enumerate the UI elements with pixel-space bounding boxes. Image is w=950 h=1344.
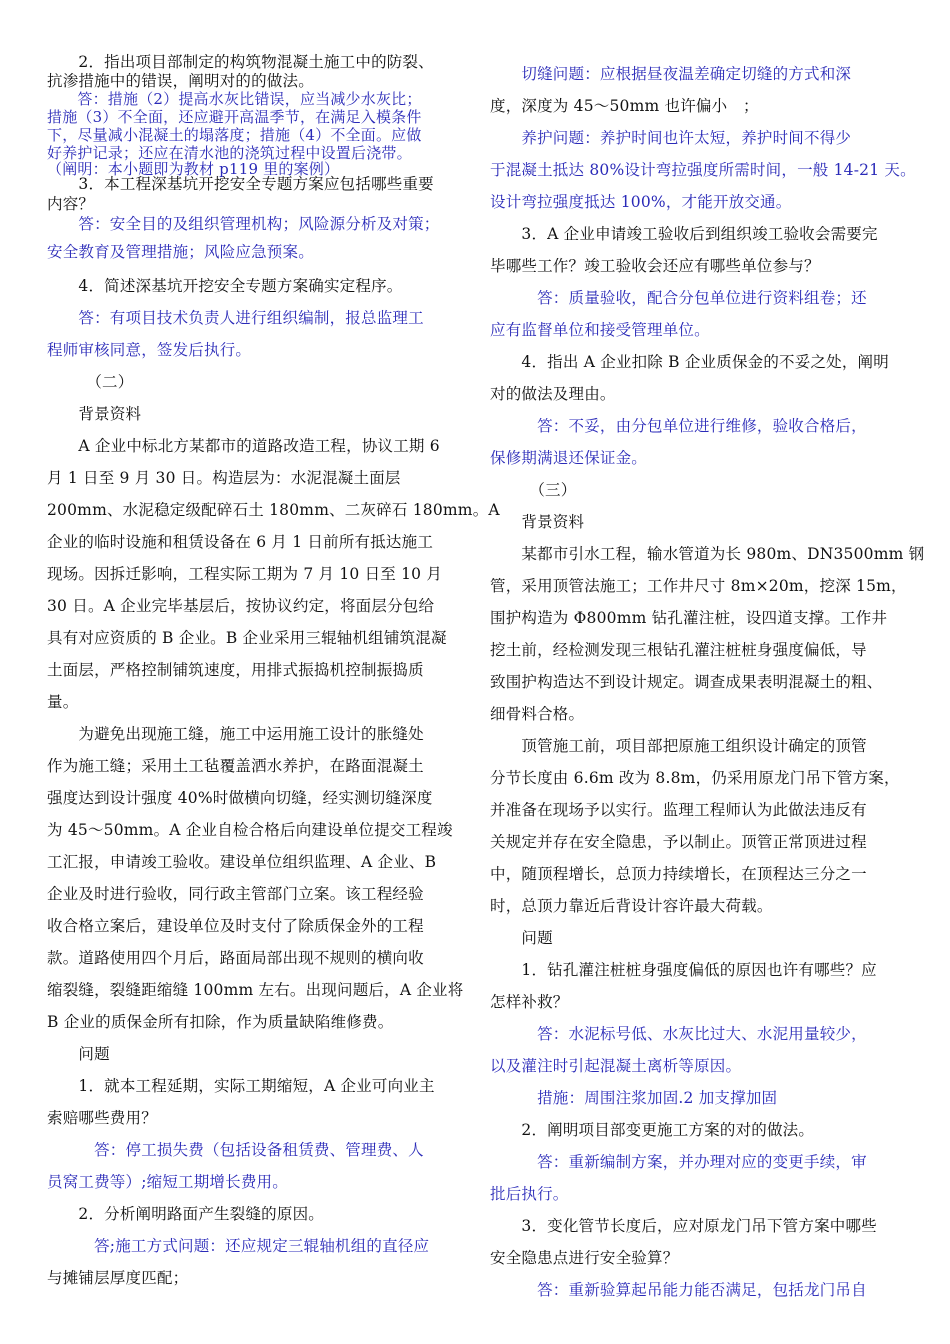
background-paragraph: 挖土前，经检测发现三根钻孔灌注桩桩身强度偏低，导 [490, 641, 867, 659]
background-paragraph: 工汇报，申请竣工验收。建设单位组织监理、A 企业、B [47, 853, 437, 871]
section-heading-2: （二） [47, 373, 134, 391]
background-paragraph: 分节长度由 6.6m 改为 8.8m，仍采用原龙门吊下管方案， [490, 769, 900, 787]
background-paragraph: A 企业中标北方某都市的道路改造工程，协议工期 6 [47, 437, 440, 455]
answer-2: 好养护记录；还应在清水池的浇筑过程中设置后浇带。 [47, 144, 412, 162]
background-paragraph: 管，采用顶管法施工；工作井尺寸 8m×20m，挖深 15m， [490, 577, 907, 595]
answer-2: 下，尽量减小混凝土的塌落度；措施（4）不全面。应做 [47, 126, 422, 144]
background-paragraph: 某都市引水工程，输水管道为长 980m、DN3500mm 钢 [490, 545, 925, 563]
answer-2: 答：措施（2）提高水灰比错误，应当减少水灰比； [47, 90, 422, 108]
background-paragraph: 量。 [47, 693, 79, 711]
background-paragraph: 款。道路使用四个月后，路面局部出现不规则的横向收 [47, 949, 424, 967]
question-3: 3．变化管节长度后，应对原龙门吊下管方案中哪些 [490, 1217, 877, 1235]
answer-1: 以及灌注时引起混凝土离析等原因。 [490, 1057, 742, 1075]
answer-2-note: （阐明：本小题即为教材 p119 里的案例） [47, 160, 340, 178]
background-paragraph: 致围护构造达不到设计规定。调查成果表明混凝土的粗、 [490, 673, 883, 691]
background-paragraph: 现场。因拆迁影响，工程实际工期为 7 月 10 日至 10 月 [47, 565, 443, 583]
section-heading-3: （三） [490, 481, 577, 499]
answer-2-construction: 答;施工方式问题：还应规定三辊轴机组的直径应 [47, 1237, 430, 1255]
background-heading: 背景资料 [47, 405, 142, 423]
background-paragraph: 为 45～50mm。A 企业自检合格后向建设单位提交工程竣 [47, 821, 453, 839]
background-paragraph: 为避免出现施工缝，施工中运用施工设计的胀缝处 [47, 725, 424, 743]
curing-issue: 养护问题：养护时间也许太短，养护时间不得少 [490, 129, 852, 147]
question-4: 4．指出 A 企业扣除 B 企业质保金的不妥之处，阐明 [490, 353, 889, 371]
background-paragraph: 围护构造为 Φ800mm 钻孔灌注桩，设四道支撑。工作井 [490, 609, 888, 627]
background-paragraph: 收合格立案后，建设单位及时支付了除质保金外的工程 [47, 917, 424, 935]
answer-2: 答：重新编制方案，并办理对应的变更手续，审 [490, 1153, 867, 1171]
question-1: 1．钻孔灌注桩桩身强度偏低的原因也许有哪些？应 [490, 961, 877, 979]
answer-2: 措施（3）不全面，还应避开高温季节，在满足入模条件 [47, 108, 422, 126]
question-3: 毕哪些工作？竣工验收会还应有哪些单位参与？ [490, 257, 820, 275]
question-2-title: 2．指出项目部制定的构筑物混凝土施工中的防裂、 [47, 53, 434, 71]
background-paragraph: 月 1 日至 9 月 30 日。构造层为：水泥混凝土面层 [47, 469, 401, 487]
answer-4: 程师审核同意，签发后执行。 [47, 341, 252, 359]
background-heading: 背景资料 [490, 513, 585, 531]
questions-heading: 问题 [47, 1045, 110, 1063]
background-paragraph: 中，随顶程增长，总顶力持续增长，在顶程达三分之一 [490, 865, 867, 883]
answer-2: 批后执行。 [490, 1185, 569, 1203]
background-paragraph: 30 日。A 企业完毕基层后，按协议约定，将面层分包给 [47, 597, 435, 615]
background-paragraph: 作为施工缝；采用土工毡覆盖洒水养护，在路面混凝土 [47, 757, 424, 775]
background-paragraph: 具有对应资质的 B 企业。B 企业采用三辊轴机组铺筑混凝 [47, 629, 447, 647]
background-paragraph: 企业及时进行验收，同行政主管部门立案。该工程经验 [47, 885, 424, 903]
background-paragraph: 时，总顶力靠近后背设计容许最大荷载。 [490, 897, 773, 915]
answer-3: 答：质量验收，配合分包单位进行资料组卷；还 [490, 289, 867, 307]
background-paragraph: 土面层，严格控制铺筑速度，用排式振捣机控制振捣质 [47, 661, 424, 679]
question-2-title: 抗渗措施中的错误，阐明对的的做法。 [47, 72, 314, 90]
question-3-title: 3．本工程深基坑开挖安全专题方案应包括哪些重要 [47, 175, 434, 193]
question-2: 2．阐明项目部变更施工方案的对的做法。 [490, 1121, 815, 1139]
question-4: 对的做法及理由。 [490, 385, 616, 403]
cut-issue-line: 度，深度为 45～50mm 也许偏小 ； [490, 97, 759, 115]
answer-1: 答：水泥标号低、水灰比过大、水泥用量较少， [490, 1025, 867, 1043]
background-paragraph: 缩裂缝，裂缝距缩缝 100mm 左右。出现问题后，A 企业将 [47, 981, 464, 999]
answer-4: 答：不妥，由分包单位进行维修，验收合格后， [490, 417, 867, 435]
question-3: 3．A 企业申请竣工验收后到组织竣工验收会需要完 [490, 225, 878, 243]
question-3: 安全隐患点进行安全验算？ [490, 1249, 679, 1267]
background-paragraph: 顶管施工前，项目部把原施工组织设计确定的顶管 [490, 737, 867, 755]
answer-2-construction: 与摊铺层厚度匹配； [47, 1269, 189, 1287]
answer-4: 保修期满退还保证金。 [490, 449, 648, 467]
answer-1: 答：停工损失费（包括设备租赁费、管理费、人 [47, 1141, 424, 1159]
background-paragraph: 企业的临时设施和租赁设备在 6 月 1 日前所有抵达施工 [47, 533, 434, 551]
question-1: 索赔哪些费用？ [47, 1109, 157, 1127]
questions-heading: 问题 [490, 929, 553, 947]
answer-3: 应有监督单位和接受管理单位。 [490, 321, 710, 339]
answer-3: 答：安全目的及组织管理机构；风险源分析及对策； [47, 215, 440, 233]
background-paragraph: 并准备在现场予以实行。监理工程师认为此做法违反有 [490, 801, 867, 819]
answer-1: 员窝工费等）;缩短工期增长费用。 [47, 1173, 288, 1191]
cut-issue-line: 切缝问题：应根据昼夜温差确定切缝的方式和深 [490, 65, 852, 83]
background-paragraph: B 企业的质保金所有扣除，作为质量缺陷维修费。 [47, 1013, 394, 1031]
answer-4: 答：有项目技术负责人进行组织编制，报总监理工 [47, 309, 424, 327]
background-paragraph: 关规定并存在安全隐患，予以制止。顶管正常顶进过程 [490, 833, 867, 851]
cut-issue [490, 62, 851, 84]
question-1: 1．就本工程延期，实际工期缩短，A 企业可向业主 [47, 1077, 435, 1095]
answer-3: 安全教育及管理措施；风险应急预案。 [47, 243, 314, 261]
background-paragraph: 强度达到设计强度 40%时做横向切缝，经实测切缝深度 [47, 789, 433, 807]
question-1: 怎样补救？ [490, 993, 569, 1011]
background-paragraph: 200mm、水泥稳定级配碎石土 180mm、二灰碎石 180mm。A [47, 501, 500, 519]
measure-line: 措施：周围注浆加固.2 加支撑加固 [490, 1089, 778, 1107]
curing-issue: 设计弯拉强度抵达 100%，才能开放交通。 [490, 193, 792, 211]
question-3-title: 内容？ [47, 195, 95, 213]
background-paragraph: 细骨料合格。 [490, 705, 585, 723]
curing-issue: 于混凝土抵达 80%设计弯拉强度所需时间，一般 14-21 天。 [490, 161, 916, 179]
question-4-title: 4．简述深基坑开挖安全专题方案确实定程序。 [47, 277, 403, 295]
answer-3: 答：重新验算起吊能力能否满足，包括龙门吊自 [490, 1281, 867, 1299]
question-2: 2．分析阐明路面产生裂缝的原因。 [47, 1205, 324, 1223]
